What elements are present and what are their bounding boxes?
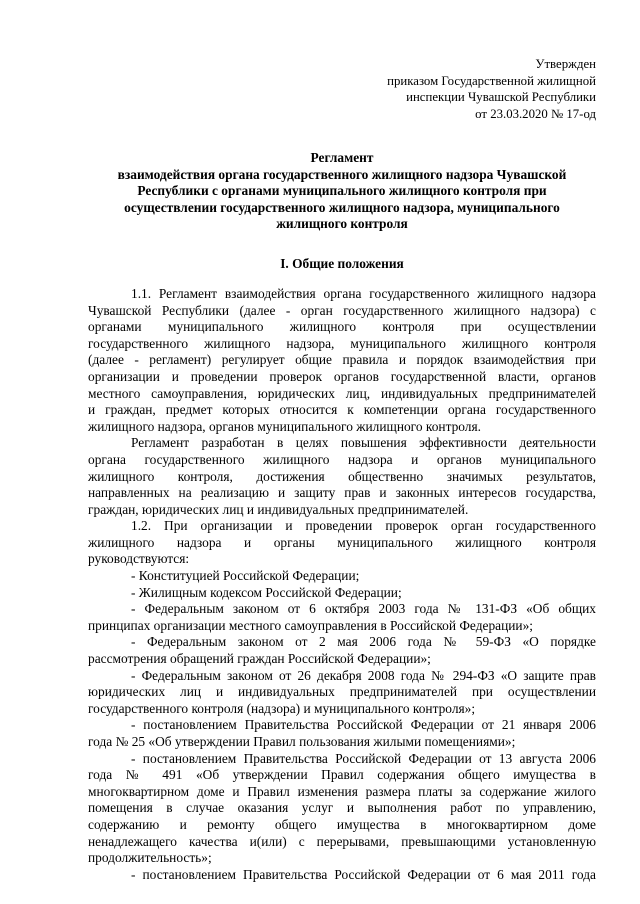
approval-block [88, 56, 596, 122]
text-line: - Федеральным законом от 6 октября 2003 года № 131-ФЗ «Об общих [131, 601, 596, 617]
text-line: направленных на реализацию и защиту прав и законных интересов государства, [88, 485, 596, 501]
text-line: - постановлением Правительства Российской Федерации от 6 мая 2011 года [131, 866, 596, 882]
title-line: Регламент [310, 150, 374, 165]
text-line: и граждан, предмет которых относится к компетенции органа государственного [88, 402, 596, 418]
title-line: взаимодействия органа государственного жилищного надзора Чувашской [117, 166, 567, 182]
text-line: органами муниципального жилищного контроля при осуществлении [88, 319, 596, 335]
text-line: - Конституцией Российской Федерации; [131, 568, 360, 584]
document-title [88, 150, 596, 233]
text-line: - постановлением Правительства Российской Федерации от 13 августа 2006 [131, 750, 596, 766]
text-line: (далее - регламент) регулирует общие правила и порядок взаимодействия при [88, 352, 596, 368]
text-line: государственного жилищного надзора, муниципального жилищного контроля [88, 335, 596, 351]
text-line: - Федеральным законом от 2 мая 2006 года № 59-ФЗ «О порядке [131, 634, 596, 650]
text-line: Регламент разработан в целях повышения эффективности деятельности [131, 435, 596, 451]
text-line: жилищного контроля, достижения общественно значимых результатов, [88, 468, 596, 484]
text-line: руководствуются: [88, 551, 190, 567]
text-line: года № 491 «Об утверждении Правил содержания общего имущества в [88, 767, 596, 783]
text-line: года № 25 «Об утверждении Правил пользования жилыми помещениями»; [88, 734, 516, 749]
approval-line: Утвержден [535, 57, 596, 71]
section-heading: I. Общие положения [280, 255, 404, 271]
approval-line: инспекции Чувашской Республики [406, 90, 596, 104]
text-line: многоквартирном доме и Правил изменения размера платы за содержание жилого [88, 783, 596, 799]
text-line: - Федеральным законом от 26 декабря 2008 года № 294-ФЗ «О защите прав [131, 667, 596, 683]
text-line: граждан, юридических лиц и индивидуальных предпринимателей. [88, 501, 469, 517]
text-line: Чувашской Республики (далее - орган государственного жилищного надзора) с [88, 302, 596, 318]
text-line: юридических лиц и индивидуальных предпринимателей при осуществлении [88, 684, 596, 700]
title-line: Республики с органами муниципального жилищного контроля при [137, 183, 547, 199]
approval-line: от 23.03.2020 № 17-од [475, 106, 596, 121]
approval-line: приказом Государственной жилищной [387, 73, 596, 88]
title-line: жилищного контроля [276, 216, 408, 232]
text-line: государственного контроля (надзора) и муниципального контроля»; [88, 700, 476, 716]
text-line: жилищного надзора, органов муниципального жилищного контроля. [88, 418, 481, 434]
text-line: рассмотрения обращений граждан Российской Федерации»; [88, 651, 431, 667]
document-body [88, 286, 596, 883]
title-line: осуществлении государственного жилищного надзора, муниципального [124, 199, 560, 215]
text-line: органа государственного жилищного надзора и органов муниципального [88, 451, 596, 467]
text-line: продолжительность»; [88, 850, 212, 866]
text-line: ненадлежащего качества и(или) с перерывами, превышающими установленную [88, 833, 596, 849]
text-line: 1.2. При организации и проведении проверок орган государственного [131, 518, 596, 534]
text-line: - Жилищным кодексом Российской Федерации; [131, 584, 402, 600]
text-line: жилищного надзора и органы муниципального жилищного контроля [88, 534, 596, 550]
text-line: 1.1. Регламент взаимодействия органа государственного жилищного надзора [131, 285, 596, 301]
text-line: помещения в случае оказания услуг и выполнения работ по управлению, [88, 800, 596, 816]
text-line: местного самоуправления, юридических лиц, индивидуальных предпринимателей [88, 385, 596, 401]
text-line: принципах организации местного самоуправления в Российской Федерации»; [88, 617, 534, 633]
text-line: организации и проведении проверок органов государственной власти, органов [88, 368, 596, 384]
text-line: - постановлением Правительства Российской Федерации от 21 января 2006 [131, 717, 596, 733]
text-line: содержанию и ремонту общего имущества в многоквартирном доме [88, 816, 596, 832]
